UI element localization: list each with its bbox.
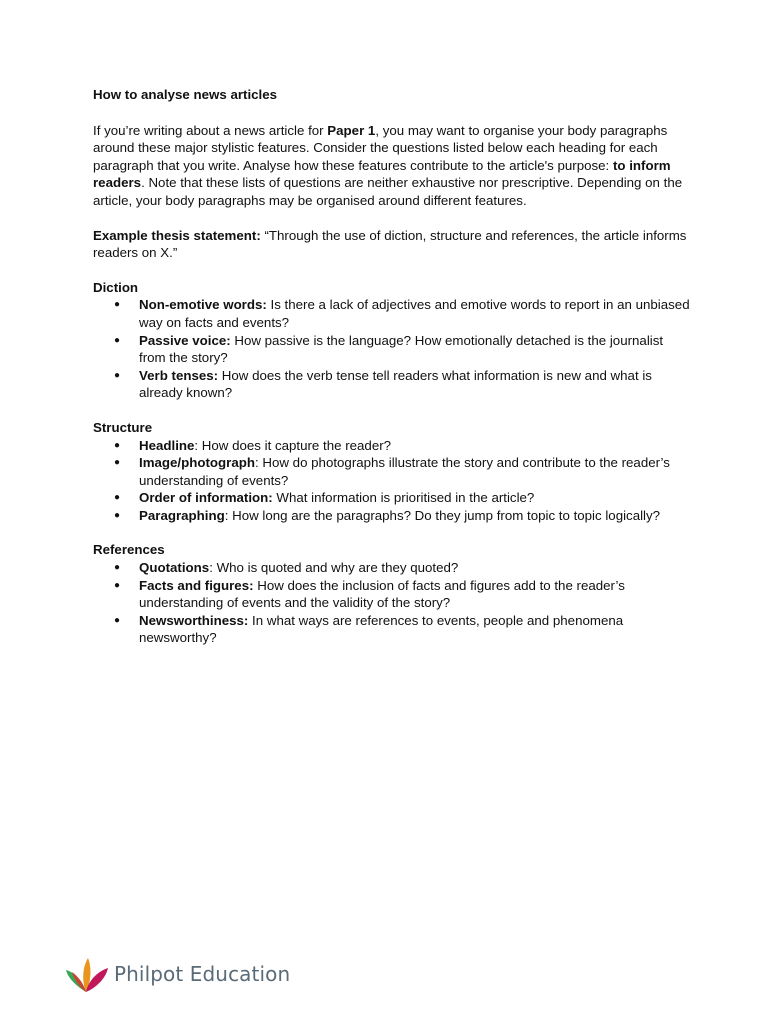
item-text: What information is prioritised in the article? bbox=[272, 490, 535, 506]
list-item bbox=[139, 454, 693, 489]
brand-name: Philpot Education bbox=[114, 962, 291, 987]
structure-list bbox=[93, 437, 693, 525]
list-item bbox=[139, 577, 693, 612]
item-term: Paragraphing bbox=[139, 507, 225, 523]
intro-text-1: If you’re writing about a news article for bbox=[93, 122, 328, 138]
list-item bbox=[139, 296, 693, 331]
section-heading-structure: Structure bbox=[93, 419, 153, 435]
item-text: How does the verb tense tell readers what information is new and what is already known? bbox=[139, 367, 652, 401]
intro-paragraph bbox=[93, 122, 693, 210]
intro-text-3: . Note that these lists of questions are neither exhaustive nor prescriptive. Depending on the article, your body paragraphs may be organised around different features. bbox=[93, 175, 683, 208]
item-text: : How long are the paragraphs? Do they jump from topic to topic logically? bbox=[224, 507, 661, 523]
leaf-flower-logo-icon bbox=[64, 956, 110, 994]
section-heading-references: References bbox=[93, 542, 165, 558]
item-text: How does the inclusion of facts and figures add to the reader’s understanding of events and the validity of the story? bbox=[139, 577, 625, 611]
item-term: Verb tenses: bbox=[139, 367, 219, 383]
footer-brand-block bbox=[64, 956, 290, 994]
item-text: : How does it capture the reader? bbox=[194, 437, 392, 453]
item-term: Quotations bbox=[139, 560, 210, 576]
list-item bbox=[139, 559, 693, 577]
item-text: In what ways are references to events, people and phenomena newsworthy? bbox=[139, 612, 624, 646]
intro-text-2: , you may want to organise your body paragraphs around these major stylistic features. Consider the questions listed below each heading for each paragraph that you write. Analyse how these features contribute to the article's purpose: bbox=[93, 122, 668, 173]
thesis-text: “Through the use of diction, structure and references, the article informs readers on X.” bbox=[93, 227, 687, 261]
list-item bbox=[139, 507, 693, 525]
document-title: How to analyse news articles bbox=[93, 87, 278, 102]
document-page bbox=[93, 86, 693, 664]
item-term: Non-emotive words: bbox=[139, 297, 267, 313]
item-text: : Who is quoted and why are they quoted? bbox=[209, 560, 459, 576]
list-item bbox=[139, 437, 693, 455]
item-text: Is there a lack of adjectives and emotive words to report in an unbiased way on facts and events? bbox=[139, 297, 690, 330]
references-list bbox=[93, 559, 693, 647]
thesis-paragraph bbox=[93, 227, 693, 262]
list-item bbox=[139, 332, 693, 367]
item-term: Order of information: bbox=[139, 490, 273, 506]
intro-bold-purpose: to inform readers bbox=[93, 157, 671, 191]
intro-bold-paper: Paper 1 bbox=[327, 122, 376, 138]
list-item bbox=[139, 489, 693, 507]
diction-list bbox=[93, 296, 693, 402]
list-item bbox=[139, 612, 693, 647]
item-term: Image/photograph bbox=[139, 455, 255, 471]
item-text: : How do photographs illustrate the story and contribute to the reader’s understanding of events? bbox=[139, 455, 670, 488]
item-term: Passive voice: bbox=[139, 332, 231, 348]
item-term: Facts and figures: bbox=[139, 577, 254, 593]
item-text: How passive is the language? How emotionally detached is the journalist from the story? bbox=[139, 332, 664, 366]
list-item bbox=[139, 367, 693, 402]
item-term: Headline bbox=[139, 437, 195, 453]
item-term: Newsworthiness: bbox=[139, 612, 249, 628]
thesis-label: Example thesis statement: bbox=[93, 227, 261, 243]
section-heading-diction: Diction bbox=[93, 279, 139, 295]
